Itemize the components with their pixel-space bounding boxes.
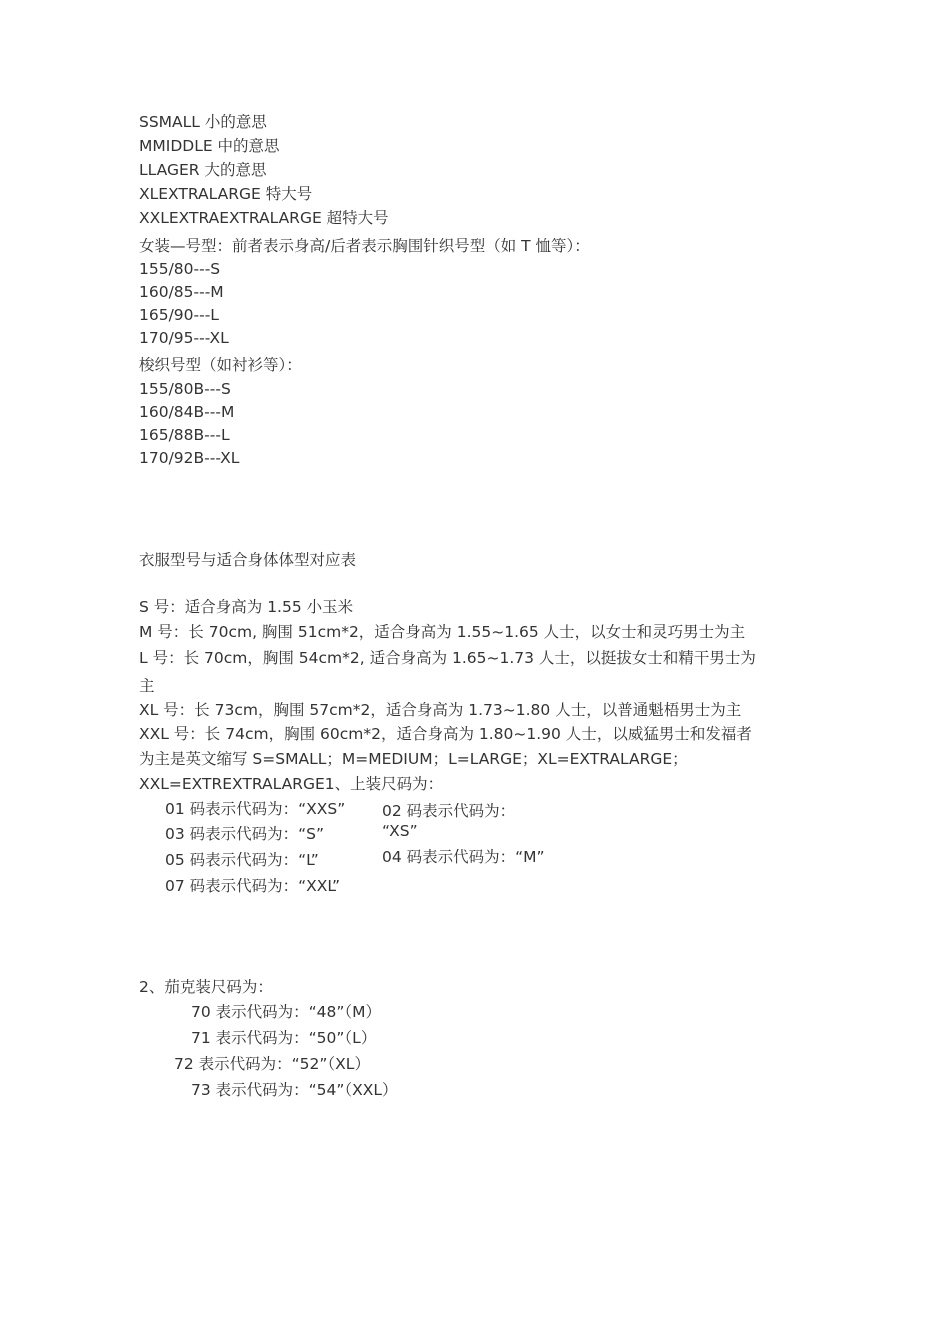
top-code-right: 02 码表示代码为： — [382, 802, 516, 820]
body-table-line: L 号：长 70cm，胸围 54cm*2, 适合身高为 1.65~1.73 人士，以挺拔女士和精干男士为 — [139, 649, 756, 667]
women-woven-item: 170/92B---XL — [139, 449, 240, 467]
abbr-line-s: SSMALL 小的意思 — [139, 113, 267, 131]
women-woven-item: 165/88B---L — [139, 426, 230, 444]
jacket-line: 71 表示代码为：“50”（L） — [191, 1029, 377, 1047]
jacket-heading: 2、茄克装尺码为： — [139, 978, 273, 996]
abbr-line-l: LLAGER 大的意思 — [139, 161, 267, 179]
top-code-left: 01 码表示代码为：“XXS” — [165, 800, 346, 818]
abbr-line-xl: XLEXTRALARGE 特大号 — [139, 185, 313, 203]
top-code-left: 05 码表示代码为：“L” — [165, 851, 319, 869]
body-table-line: 主 — [139, 677, 155, 695]
jacket-line: 70 表示代码为：“48”（M） — [191, 1003, 382, 1021]
top-code-left: 07 码表示代码为：“XXL” — [165, 877, 341, 895]
top-code-right: 04 码表示代码为：“M” — [382, 848, 545, 866]
body-table-line: M 号：长 70cm, 胸围 51cm*2，适合身高为 1.55~1.65 人士，以女士和灵巧男士为主 — [139, 623, 746, 641]
top-code-right: “XS” — [382, 822, 418, 840]
body-table-line: XXL=EXTREXTRALARGE1、上装尺码为： — [139, 775, 444, 793]
women-knit-item: 170/95---XL — [139, 329, 229, 347]
jacket-line: 73 表示代码为：“54”（XXL） — [191, 1081, 398, 1099]
abbr-line-m: MMIDDLE 中的意思 — [139, 137, 280, 155]
top-code-left: 03 码表示代码为：“S” — [165, 825, 325, 843]
women-knit-item: 165/90---L — [139, 306, 219, 324]
body-table-line: 为主是英文缩写 S=SMALL；M=MEDIUM；L=LARGE；XL=EXTRALARGE； — [139, 750, 688, 768]
women-knit-item: 155/80---S — [139, 260, 221, 278]
abbr-line-xxl: XXLEXTRAEXTRALARGE 超特大号 — [139, 209, 389, 227]
jacket-line: 72 表示代码为：“52”（XL） — [174, 1055, 370, 1073]
body-table-line: XL 号：长 73cm，胸围 57cm*2，适合身高为 1.73~1.80 人士，以普通魁梧男士为主 — [139, 701, 742, 719]
women-woven-item: 160/84B---M — [139, 403, 235, 421]
women-woven-heading: 梭织号型（如衬衫等）： — [139, 356, 302, 374]
women-woven-item: 155/80B---S — [139, 380, 231, 398]
body-table-title: 衣服型号与适合身体体型对应表 — [139, 551, 357, 569]
body-table-line: S 号：适合身高为 1.55 小玉米 — [139, 598, 354, 616]
women-knit-heading: 女装—号型：前者表示身高/后者表示胸围针织号型（如 T 恤等）： — [139, 237, 590, 255]
body-table-line: XXL 号：长 74cm，胸围 60cm*2，适合身高为 1.80~1.90 人士，以威猛男士和发福者 — [139, 725, 752, 743]
women-knit-item: 160/85---M — [139, 283, 224, 301]
